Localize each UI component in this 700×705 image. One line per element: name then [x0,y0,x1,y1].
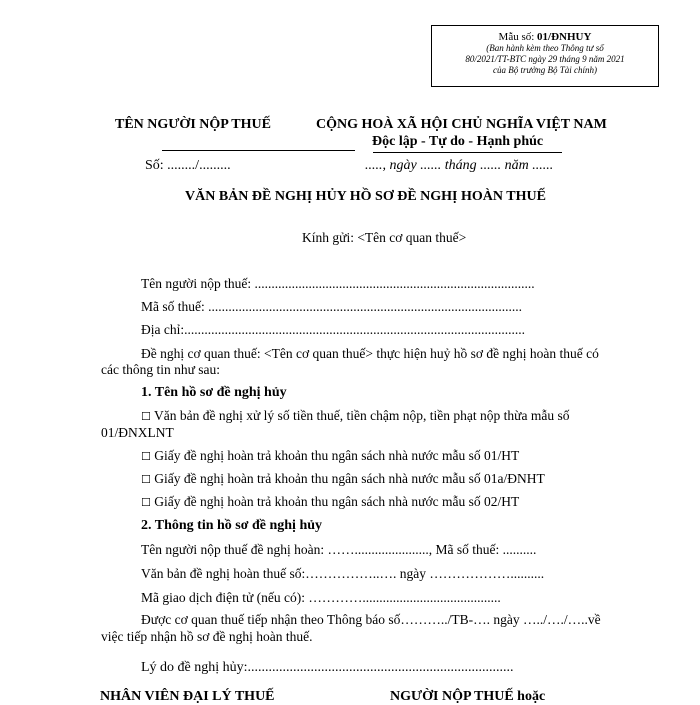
motto-underline [373,152,562,153]
section-1-heading: 1. Tên hồ sơ đề nghị hủy [141,385,287,400]
form-code-box [431,25,659,87]
option-01-ht [141,448,519,464]
field-address: Địa chỉ:..................................................................................................... [141,322,525,337]
option-xlnt-label: Văn bản đề nghị xử lý số tiền thuế, tiền chậm nộp, tiền phạt nộp thừa mẫu số [154,408,570,423]
field-tax-code: Mã số thuế: ............................................................................................. [141,299,522,314]
checkbox-icon[interactable]: ☐ [141,473,151,486]
form-note-1: (Ban hành kèm theo Thông tư số [486,43,604,53]
recipient-line: Kính gửi: <Tên cơ quan thuế> [302,230,467,245]
taxpayer-name-underline [162,150,355,151]
option-01a-dnht-label: Giấy đề nghị hoàn trả khoản thu ngân sách nhà nước mẫu số 01a/ĐNHT [154,471,545,486]
transaction-code-line: Mã giao dịch điện tử (nếu có): …………......................................... [141,590,501,605]
taxpayer-signature-heading: NGƯỜI NỘP THUẾ hoặc [390,689,546,704]
agent-signature-heading: NHÂN VIÊN ĐẠI LÝ THUẾ [100,689,275,704]
motto: Độc lập - Tự do - Hạnh phúc [372,134,544,149]
checkbox-icon[interactable]: ☐ [141,410,151,423]
option-01a-dnht [141,471,545,487]
field-taxpayer-name: Tên người nộp thuế: ................................................................................... [141,276,535,291]
option-xlnt [141,408,569,424]
republic-heading: CỘNG HOÀ XÃ HỘI CHỦ NGHĨA VIỆT NAM [316,117,607,132]
refund-taxpayer-line: Tên người nộp thuế đề nghị hoàn: ……......................, Mã số thuế: .......... [141,542,537,557]
refund-document-line: Văn bản đề nghị hoàn thuế số:……………..…. ngày ……………….......... [141,566,545,581]
reason-line: Lý do đề nghị hủy:............................................................................ [141,660,514,675]
notice-line-2: việc tiếp nhận hồ sơ đề nghị hoàn thuế. [101,629,313,644]
checkbox-icon[interactable]: ☐ [141,450,151,463]
section-2-heading: 2. Thông tin hồ sơ đề nghị hủy [141,518,323,533]
request-text-line-2: các thông tin như sau: [101,362,221,377]
document-number: Số: ......../......... [145,158,231,173]
request-text-line-1: Đề nghị cơ quan thuế: <Tên cơ quan thuế> thực hiện huỷ hồ sơ đề nghị hoàn thuế có [141,346,599,361]
page-title: VĂN BẢN ĐỀ NGHỊ HỦY HỒ SƠ ĐỀ NGHỊ HOÀN THUẾ [185,189,546,204]
taxpayer-name-heading: TÊN NGƯỜI NỘP THUẾ [115,117,271,132]
form-code: 01/ĐNHUY [537,31,592,43]
form-code-label: Mẫu số: [498,31,538,43]
option-01-ht-label: Giấy đề nghị hoàn trả khoản thu ngân sách nhà nước mẫu số 01/HT [154,448,520,463]
notice-line-1: Được cơ quan thuế tiếp nhận theo Thông báo số………../TB-…. ngày …../…./…..về [141,612,601,627]
form-note-2: 80/2021/TT-BTC ngày 29 tháng 9 năm 2021 [465,54,625,64]
form-code-line [432,31,658,43]
form-note-3: của Bộ trưởng Bộ Tài chính) [493,65,597,75]
option-xlnt-code: 01/ĐNXLNT [101,425,174,440]
option-02-ht-label: Giấy đề nghị hoàn trả khoản thu ngân sách nhà nước mẫu số 02/HT [154,494,520,509]
checkbox-icon[interactable]: ☐ [141,496,151,509]
document-date: ....., ngày ...... tháng ...... năm ...... [365,158,554,173]
option-02-ht [141,494,519,510]
